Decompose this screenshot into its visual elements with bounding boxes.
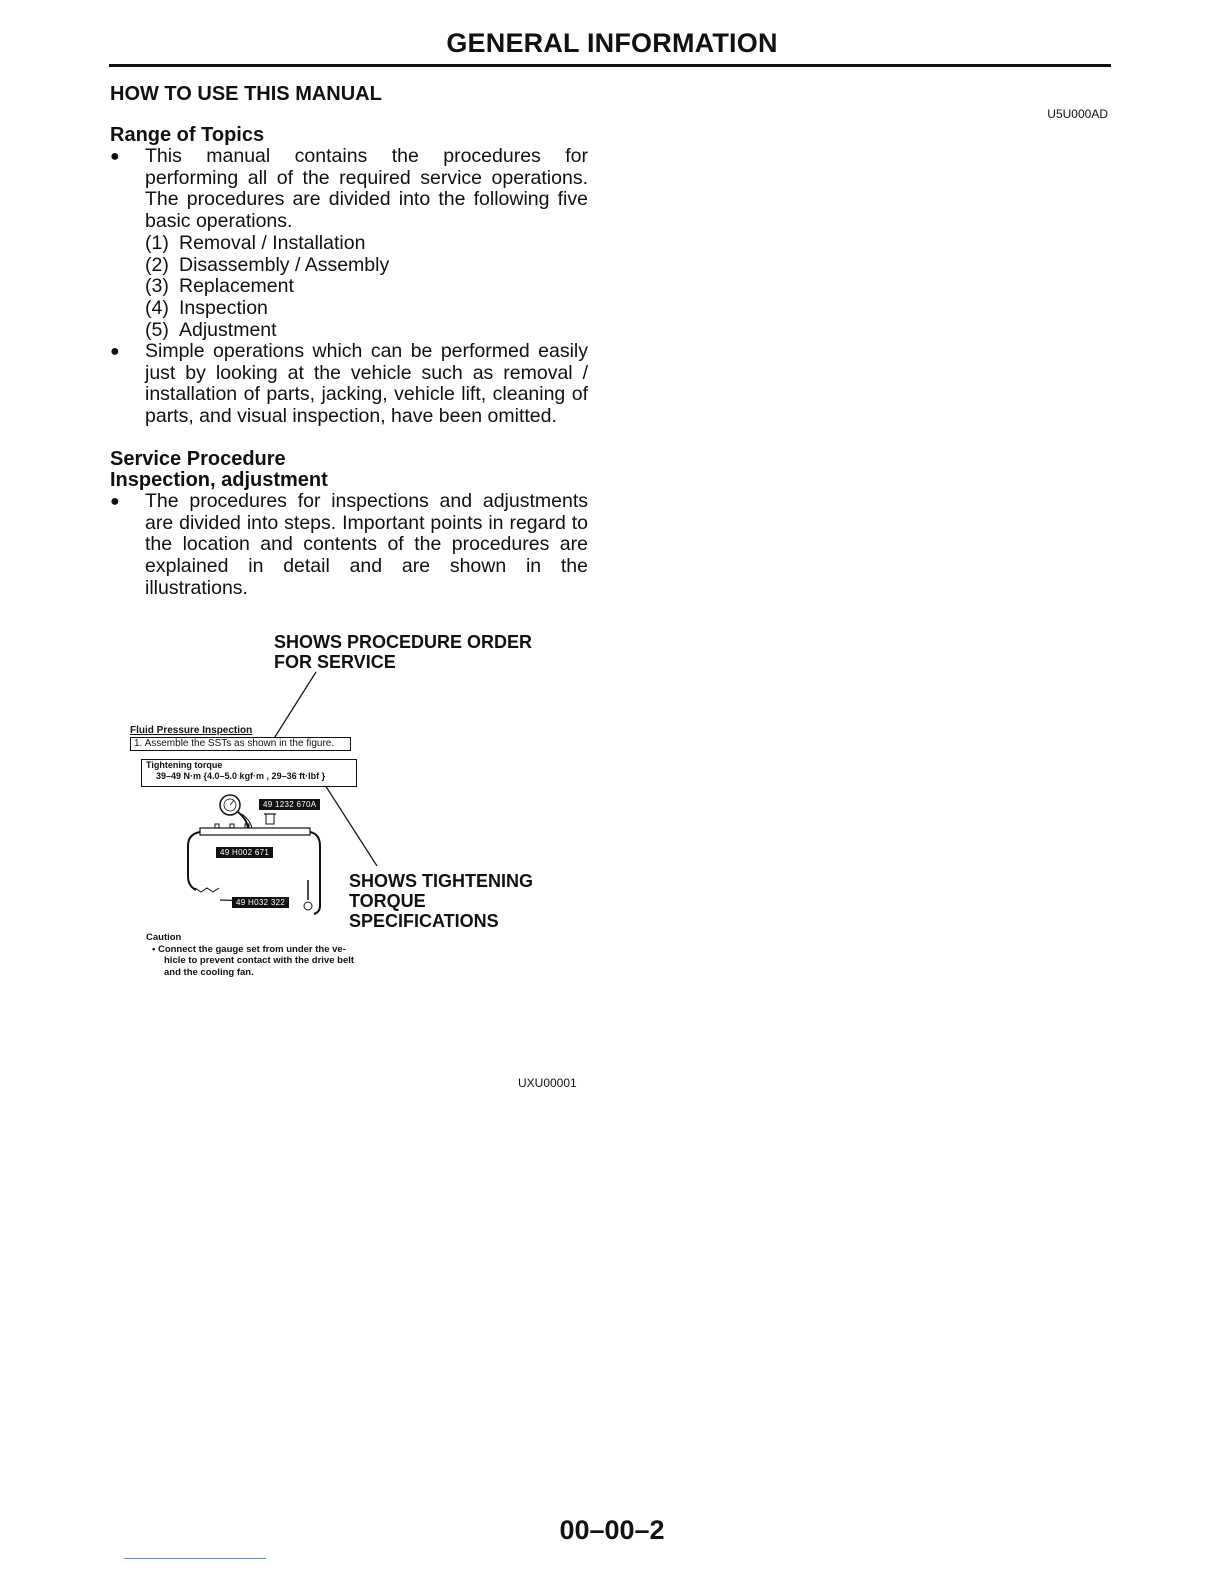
figure-code: UXU00001 bbox=[518, 1076, 577, 1090]
caution-note: Caution • Connect the gauge set from under the ve- hicle to prevent contact with the drive belt and the cooling fan. bbox=[146, 932, 355, 978]
range-of-topics-heading: Range of Topics bbox=[110, 124, 265, 146]
procedure-step-box: 1. Assemble the SSTs as shown in the figure. bbox=[130, 737, 351, 751]
bullet-icon: ● bbox=[110, 493, 120, 510]
document-code: U5U000AD bbox=[1047, 107, 1108, 121]
page-title: GENERAL INFORMATION bbox=[446, 28, 778, 58]
callout-tightening-torque: SHOWS TIGHTENING TORQUE SPECIFICATIONS bbox=[349, 871, 533, 931]
footer-link-underline bbox=[124, 1558, 266, 1559]
bullet-text: This manual contains the procedures for performing all of the required service operations. The procedures are divided into the following five basic operations. bbox=[145, 145, 588, 233]
inspection-adjustment-heading: Inspection, adjustment bbox=[110, 469, 328, 491]
callout-procedure-order: SHOWS PROCEDURE ORDER FOR SERVICE bbox=[274, 632, 533, 672]
tool-tag: 49 H032 322 bbox=[232, 897, 289, 908]
operation-item: (3) Replacement bbox=[145, 275, 294, 298]
operation-item: (1) Removal / Installation bbox=[145, 231, 366, 254]
tool-tag: 49 H002 671 bbox=[216, 847, 273, 858]
bullet-icon: ● bbox=[110, 343, 120, 360]
operation-item: (2) Disassembly / Assembly bbox=[145, 253, 390, 276]
service-procedure-heading: Service Procedure bbox=[110, 448, 286, 470]
operation-item: (4) Inspection bbox=[145, 296, 268, 319]
operation-item: (5) Adjustment bbox=[145, 318, 277, 341]
bullet-text: Simple operations which can be performed easily just by looking at the vehicle such as removal / installation of parts, jacking, vehicle lift, cleaning of parts, and visual inspection, have been omitted. bbox=[145, 340, 588, 428]
page-number: 00–00–2 bbox=[559, 1515, 665, 1545]
bullet-icon: ● bbox=[110, 148, 120, 165]
bullet-text: The procedures for inspections and adjustments are divided into steps. Important points in regard to the location and contents of the procedures are explained in detail and are shown in the illustrations. bbox=[145, 490, 588, 599]
section-heading: HOW TO USE THIS MANUAL bbox=[110, 83, 382, 105]
example-title: Fluid Pressure Inspection bbox=[130, 725, 253, 736]
torque-box: Tightening torque 39–49 N·m {4.0–5.0 kgf·m , 29–36 ft·lbf } bbox=[141, 759, 357, 787]
tool-tag: 49 1232 670A bbox=[259, 799, 320, 810]
